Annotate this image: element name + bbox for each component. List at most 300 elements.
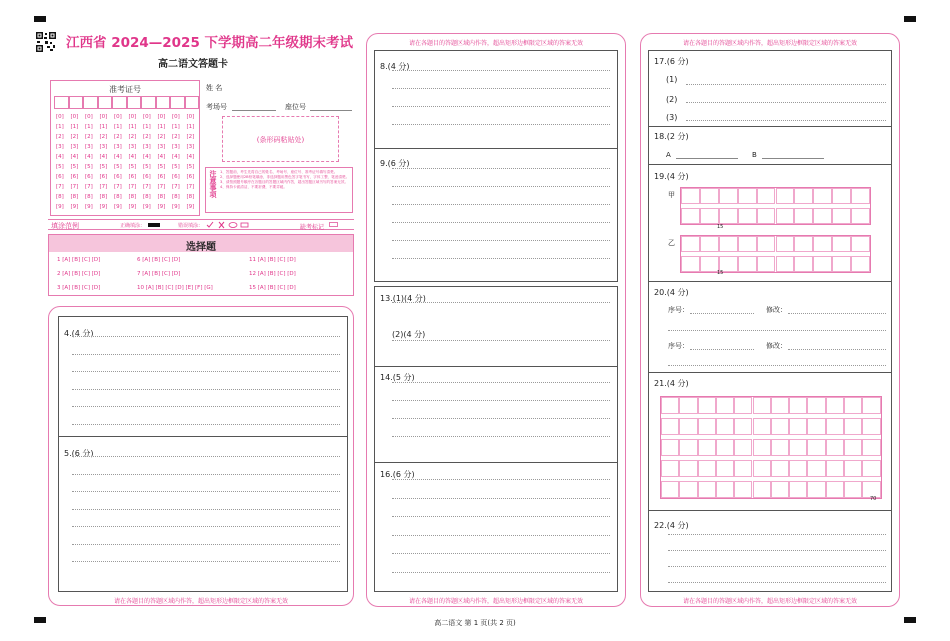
answer-line[interactable] [686,102,886,103]
writing-grid-cell[interactable] [679,397,697,414]
warning-bottom-middle: 请在各题目的答题区域内作答，超出矩形边框限定区域的答案无效 [408,598,583,605]
id-digit-option[interactable]: [3] [56,144,64,150]
answer-line[interactable] [392,186,610,187]
answer-line[interactable] [668,330,886,331]
id-digit-option[interactable]: [9] [128,204,137,210]
answer-line[interactable] [392,88,610,89]
writing-grid-cell[interactable] [771,418,789,435]
writing-grid-cell[interactable] [738,256,757,272]
writing-grid-cell[interactable] [771,439,789,456]
answer-line[interactable] [392,258,610,259]
id-digit-option[interactable]: [9] [157,204,166,210]
writing-grid-cell[interactable] [794,236,813,252]
id-digit-option[interactable]: [9] [56,204,64,210]
id-digit-option[interactable]: [1] [157,124,166,130]
id-digit-option[interactable]: [6] [70,174,79,180]
question-20-seq-field-2[interactable] [690,349,754,350]
writing-grid-cell[interactable] [698,397,716,414]
answer-line[interactable] [392,516,610,517]
id-digit-option[interactable]: [3] [128,144,137,150]
writing-grid-cell[interactable] [757,256,776,272]
answer-line[interactable] [72,456,340,457]
id-digit-option[interactable]: [0] [186,114,195,120]
writing-grid-cell[interactable] [716,397,734,414]
writing-grid-cell[interactable] [862,439,880,456]
writing-grid-cell[interactable] [698,439,716,456]
id-digit-option[interactable]: [3] [186,144,195,150]
answer-line[interactable] [392,168,610,169]
writing-grid-cell[interactable] [794,256,813,272]
writing-grid-cell[interactable] [716,439,734,456]
warning-bottom-left: 请在各题目的答题区域内作答，超出矩形边框限定区域的答案无效 [113,598,288,605]
answer-line[interactable] [72,561,340,562]
id-digit-option[interactable]: [5] [70,164,79,170]
writing-grid-cell[interactable] [844,481,862,498]
writing-grid-cell[interactable] [681,208,700,224]
question-17-part3: (3) [666,113,678,122]
writing-grid-cell[interactable] [734,418,752,435]
id-digit-cell[interactable] [170,96,185,109]
answer-line[interactable] [392,572,610,573]
question-21-count: 70 [870,496,877,502]
id-digit-option[interactable]: [1] [99,124,108,130]
writing-grid-cell[interactable] [719,236,738,252]
id-digit-option[interactable]: [4] [186,154,195,160]
warning-bottom-right: 请在各题目的答题区域内作答，超出矩形边框限定区域的答案无效 [682,598,857,605]
writing-grid-cell[interactable] [753,439,771,456]
id-digit-option[interactable]: [9] [70,204,79,210]
id-digit-option[interactable]: [8] [143,194,151,200]
writing-grid-cell[interactable] [757,188,776,204]
id-digit-option[interactable]: [5] [56,164,64,170]
writing-grid-cell[interactable] [698,481,716,498]
writing-grid-cell[interactable] [753,460,771,477]
answer-line[interactable] [72,491,340,492]
id-digit-option[interactable]: [8] [157,194,166,200]
answer-line[interactable] [392,498,610,499]
id-digit-option[interactable]: [2] [70,134,79,140]
room-field[interactable] [232,110,276,111]
writing-grid-cell[interactable] [794,208,813,224]
id-digit-option[interactable]: [4] [70,154,79,160]
writing-grid-cell[interactable] [681,236,700,252]
id-digit-option[interactable]: [2] [114,134,122,140]
writing-grid-cell[interactable] [661,418,679,435]
writing-grid-cell[interactable] [698,460,716,477]
answer-line[interactable] [72,389,340,390]
writing-grid-cell[interactable] [700,256,719,272]
writing-grid-cell[interactable] [757,236,776,252]
id-digit-option[interactable]: [6] [56,174,64,180]
absent-label: 缺考标记 [300,224,325,231]
writing-grid-cell[interactable] [771,460,789,477]
question-16-label: 16.(6 分) [380,470,415,479]
answer-line[interactable] [392,124,610,125]
id-digit-option[interactable]: [2] [157,134,166,140]
writing-grid-cell[interactable] [826,481,844,498]
writing-grid-cell[interactable] [844,460,862,477]
id-digit-option[interactable]: [9] [99,204,108,210]
question-19-jia-label: 甲 [668,191,675,199]
id-digit-option[interactable]: [3] [99,144,108,150]
id-digit-option[interactable]: [0] [70,114,79,120]
choice-question[interactable]: 7 [A] [B] [C] [D] [137,271,181,277]
writing-grid-cell[interactable] [813,236,832,252]
answer-line[interactable] [392,222,610,223]
question-18-a-field[interactable] [676,158,738,159]
id-digit-cell[interactable] [69,96,84,109]
writing-grid-cell[interactable] [661,439,679,456]
id-digit-option[interactable]: [4] [157,154,166,160]
writing-grid-cell[interactable] [851,236,870,252]
writing-grid-cell[interactable] [771,397,789,414]
writing-grid-cell[interactable] [832,256,851,272]
writing-grid-cell[interactable] [776,208,795,224]
id-digit-option[interactable]: [8] [114,194,122,200]
id-number-label: 准考证号 [109,85,141,94]
answer-line[interactable] [72,424,340,425]
id-digit-option[interactable]: [0] [128,114,137,120]
writing-grid-cell[interactable] [832,208,851,224]
writing-grid-cell[interactable] [851,208,870,224]
id-digit-option[interactable]: [7] [114,184,122,190]
seat-field[interactable] [310,110,352,111]
id-digit-option[interactable]: [9] [143,204,151,210]
id-digit-option[interactable]: [7] [128,184,137,190]
id-digit-option[interactable]: [8] [85,194,93,200]
id-digit-option[interactable]: [8] [128,194,137,200]
question-5-label: 5.(6 分) [64,449,94,458]
id-digit-option[interactable]: [8] [56,194,64,200]
writing-grid-cell[interactable] [813,188,832,204]
writing-grid-cell[interactable] [661,460,679,477]
id-digit-option[interactable]: [7] [70,184,79,190]
id-digit-option[interactable]: [1] [128,124,137,130]
writing-grid-cell[interactable] [734,481,752,498]
choice-section [48,234,354,296]
writing-grid-cell[interactable] [679,481,697,498]
writing-grid-cell[interactable] [826,439,844,456]
id-digit-option[interactable]: [6] [143,174,151,180]
id-digit-option[interactable]: [0] [56,114,64,120]
question-20-label: 20.(4 分) [654,288,689,297]
question-20-fix-label-1: 修改： [766,306,787,314]
writing-grid-cell[interactable] [862,460,880,477]
answer-line[interactable] [668,550,886,551]
id-digit-option[interactable]: [6] [114,174,122,180]
writing-grid-cell[interactable] [738,236,757,252]
id-digit-option[interactable]: [9] [114,204,122,210]
id-digit-option[interactable]: [7] [85,184,93,190]
answer-line[interactable] [72,336,340,337]
writing-grid-cell[interactable] [794,188,813,204]
id-digit-option[interactable]: [0] [114,114,122,120]
choice-question[interactable]: 10 [A] [B] [C] [D] [E] [F] [G] [137,285,213,291]
answer-line[interactable] [392,479,610,480]
writing-grid-cell[interactable] [832,236,851,252]
id-digit-option[interactable]: [5] [186,164,195,170]
choice-question[interactable]: 3 [A] [B] [C] [D] [57,285,101,291]
divider-q14-q16 [374,462,618,463]
id-digit-option[interactable]: [4] [128,154,137,160]
divider-q4-q5 [58,436,348,437]
writing-grid-cell[interactable] [719,188,738,204]
writing-grid-cell[interactable] [844,397,862,414]
id-digit-option[interactable]: [5] [85,164,93,170]
answer-line[interactable] [392,240,610,241]
id-digit-option[interactable]: [0] [157,114,166,120]
question-20-seq-field-1[interactable] [690,313,754,314]
warning-top-middle: 请在各题目的答题区域内作答，超出矩形边框限定区域的答案无效 [408,40,583,47]
writing-grid-cell[interactable] [753,481,771,498]
wrong-fill-samples-icon [206,221,250,229]
choice-question[interactable]: 2 [A] [B] [C] [D] [57,271,101,277]
writing-grid-cell[interactable] [862,397,880,414]
question-19-jia-count: 15 [717,224,724,230]
writing-grid-cell[interactable] [776,256,795,272]
id-digit-option[interactable]: [1] [172,124,180,130]
writing-grid-cell[interactable] [832,188,851,204]
id-digit-option[interactable]: [2] [85,134,93,140]
id-digit-option[interactable]: [8] [172,194,180,200]
id-digit-option[interactable]: [2] [172,134,180,140]
writing-grid-cell[interactable] [753,397,771,414]
fill-example-strip [48,219,354,230]
question-20-fix-field-1[interactable] [788,313,886,314]
id-digit-cell[interactable] [141,96,156,109]
answer-line[interactable] [668,582,886,583]
id-digit-cell[interactable] [156,96,171,109]
writing-grid-cell[interactable] [700,188,719,204]
id-digit-cell[interactable] [83,96,98,109]
id-digit-option[interactable]: [4] [114,154,122,160]
id-digit-option[interactable]: [2] [128,134,137,140]
writing-grid-cell[interactable] [700,236,719,252]
answer-line[interactable] [392,106,610,107]
writing-grid-cell[interactable] [844,439,862,456]
writing-grid-cell[interactable] [661,481,679,498]
id-digit-option[interactable]: [6] [99,174,108,180]
id-digit-option[interactable]: [0] [172,114,180,120]
question-18-b-field[interactable] [762,158,824,159]
writing-grid-cell[interactable] [789,481,807,498]
answer-line[interactable] [668,365,886,366]
answer-line[interactable] [392,340,610,341]
id-digit-option[interactable]: [8] [99,194,108,200]
answer-line[interactable] [392,535,610,536]
answer-line[interactable] [392,553,610,554]
id-digit-option[interactable]: [5] [157,164,166,170]
answer-line[interactable] [392,204,610,205]
id-digit-option[interactable]: [2] [56,134,64,140]
answer-line[interactable] [72,526,340,527]
id-digit-option[interactable]: [2] [186,134,195,140]
id-digit-option[interactable]: [5] [128,164,137,170]
id-digit-option[interactable]: [4] [99,154,108,160]
writing-grid-cell[interactable] [807,418,825,435]
id-digit-option[interactable]: [1] [143,124,151,130]
answer-line[interactable] [392,302,610,303]
writing-grid-cell[interactable] [826,418,844,435]
writing-grid-cell[interactable] [789,460,807,477]
writing-grid-cell[interactable] [807,481,825,498]
id-digit-option[interactable]: [9] [172,204,180,210]
id-digit-option[interactable]: [1] [114,124,122,130]
id-digit-option[interactable]: [3] [157,144,166,150]
id-digit-option[interactable]: [6] [186,174,195,180]
id-digit-option[interactable]: [3] [70,144,79,150]
barcode-label: (条形码粘贴处) [256,136,305,144]
id-digit-cell[interactable] [185,96,200,109]
writing-grid-cell[interactable] [826,460,844,477]
writing-grid-cell[interactable] [681,188,700,204]
writing-grid-cell[interactable] [753,418,771,435]
id-digit-option[interactable]: [1] [186,124,195,130]
writing-grid-cell[interactable] [826,397,844,414]
writing-grid-cell[interactable] [738,188,757,204]
divider-q8-q9 [374,148,618,149]
answer-line[interactable] [72,354,340,355]
answer-line[interactable] [72,474,340,475]
id-digit-option[interactable]: [0] [99,114,108,120]
id-digit-option[interactable]: [6] [172,174,180,180]
notice-item: 2、选择题使用2B铅笔填涂，非选择题用黑色签字笔书写，字体工整、笔迹清楚。 [220,175,350,179]
id-digit-option[interactable]: [7] [157,184,166,190]
writing-grid-cell[interactable] [679,418,697,435]
id-digit-cell[interactable] [127,96,142,109]
writing-grid-cell[interactable] [789,397,807,414]
id-digit-option[interactable]: [4] [172,154,180,160]
writing-grid-cell[interactable] [807,460,825,477]
id-digit-option[interactable]: [9] [85,204,93,210]
writing-grid-cell[interactable] [738,208,757,224]
writing-grid-cell[interactable] [813,256,832,272]
id-digit-option[interactable]: [5] [99,164,108,170]
id-digit-option[interactable]: [1] [70,124,79,130]
writing-grid-cell[interactable] [789,439,807,456]
choice-question[interactable]: 15 [A] [B] [C] [D] [249,285,296,291]
answer-line[interactable] [72,371,340,372]
answer-line[interactable] [668,534,886,535]
writing-grid-cell[interactable] [679,460,697,477]
id-digit-cell[interactable] [54,96,69,109]
id-digit-option[interactable]: [1] [56,124,64,130]
writing-grid-cell[interactable] [716,481,734,498]
choice-question[interactable]: 6 [A] [B] [C] [D] [137,257,181,263]
writing-grid-cell[interactable] [789,418,807,435]
writing-grid-cell[interactable] [734,460,752,477]
question-4-label: 4.(4 分) [64,329,94,338]
answer-line[interactable] [686,84,886,85]
writing-grid-cell[interactable] [661,397,679,414]
id-digit-option[interactable]: [7] [99,184,108,190]
answer-line[interactable] [72,544,340,545]
id-digit-option[interactable]: [8] [186,194,195,200]
id-digit-option[interactable]: [6] [85,174,93,180]
writing-grid-cell[interactable] [681,256,700,272]
answer-line[interactable] [686,120,886,121]
id-digit-option[interactable]: [3] [172,144,180,150]
writing-grid-cell[interactable] [700,208,719,224]
question-17-label: 17.(6 分) [654,57,689,66]
id-digit-option[interactable]: [9] [186,204,195,210]
writing-grid-cell[interactable] [776,236,795,252]
writing-grid-cell[interactable] [734,439,752,456]
answer-line[interactable] [392,70,610,71]
id-digit-option[interactable]: [4] [85,154,93,160]
answer-line[interactable] [392,418,610,419]
notice-box [205,167,353,213]
writing-grid-cell[interactable] [851,256,870,272]
id-digit-option[interactable]: [7] [186,184,195,190]
id-digit-option[interactable]: [6] [157,174,166,180]
answer-line[interactable] [668,566,886,567]
id-digit-option[interactable]: [2] [99,134,108,140]
writing-grid-cell[interactable] [679,439,697,456]
id-digit-option[interactable]: [0] [143,114,151,120]
writing-grid-cell[interactable] [862,418,880,435]
question-18-label: 18.(2 分) [654,132,689,141]
answer-line[interactable] [392,436,610,437]
id-digit-option[interactable]: [1] [85,124,93,130]
id-digit-option[interactable]: [3] [143,144,151,150]
writing-grid-cell[interactable] [734,397,752,414]
id-digit-option[interactable]: [5] [172,164,180,170]
id-digit-option[interactable]: [0] [85,114,93,120]
page-footer: 高二语文 第 1 页(共 2 页) [434,619,516,627]
question-9-label: 9.(6 分) [380,159,410,168]
answer-line[interactable] [72,509,340,510]
id-digit-option[interactable]: [5] [114,164,122,170]
id-digit-option[interactable]: [2] [143,134,151,140]
writing-grid-cell[interactable] [719,208,738,224]
answer-line[interactable] [392,382,610,383]
writing-grid-cell[interactable] [807,397,825,414]
id-digit-cell[interactable] [98,96,113,109]
writing-grid-cell[interactable] [716,460,734,477]
question-20-fix-field-2[interactable] [788,349,886,350]
id-digit-option[interactable]: [7] [143,184,151,190]
id-digit-cell[interactable] [112,96,127,109]
id-digit-option[interactable]: [4] [143,154,151,160]
choice-question[interactable]: 1 [A] [B] [C] [D] [57,257,101,263]
writing-grid-cell[interactable] [771,481,789,498]
id-digit-option[interactable]: [5] [143,164,151,170]
answer-line[interactable] [392,400,610,401]
choice-question[interactable]: 12 [A] [B] [C] [D] [249,271,296,277]
writing-grid-cell[interactable] [844,418,862,435]
writing-grid-cell[interactable] [807,439,825,456]
id-digit-option[interactable]: [3] [85,144,93,150]
card-title: 高二语文答题卡 [158,59,228,70]
id-digit-option[interactable]: [7] [56,184,64,190]
id-digit-option[interactable]: [6] [128,174,137,180]
id-digit-option[interactable]: [8] [70,194,79,200]
writing-grid-cell[interactable] [813,208,832,224]
absent-mark-box[interactable] [329,222,338,227]
wrong-fill-label: 错误填涂： [178,223,204,229]
choice-question[interactable]: 11 [A] [B] [C] [D] [249,257,296,263]
answer-line[interactable] [72,406,340,407]
id-digit-option[interactable]: [4] [56,154,64,160]
writing-grid-cell[interactable] [698,418,716,435]
writing-grid-cell[interactable] [757,208,776,224]
writing-grid-cell[interactable] [776,188,795,204]
writing-grid-cell[interactable] [716,418,734,435]
writing-grid-cell[interactable] [851,188,870,204]
id-digit-option[interactable]: [7] [172,184,180,190]
id-digit-option[interactable]: [3] [114,144,122,150]
